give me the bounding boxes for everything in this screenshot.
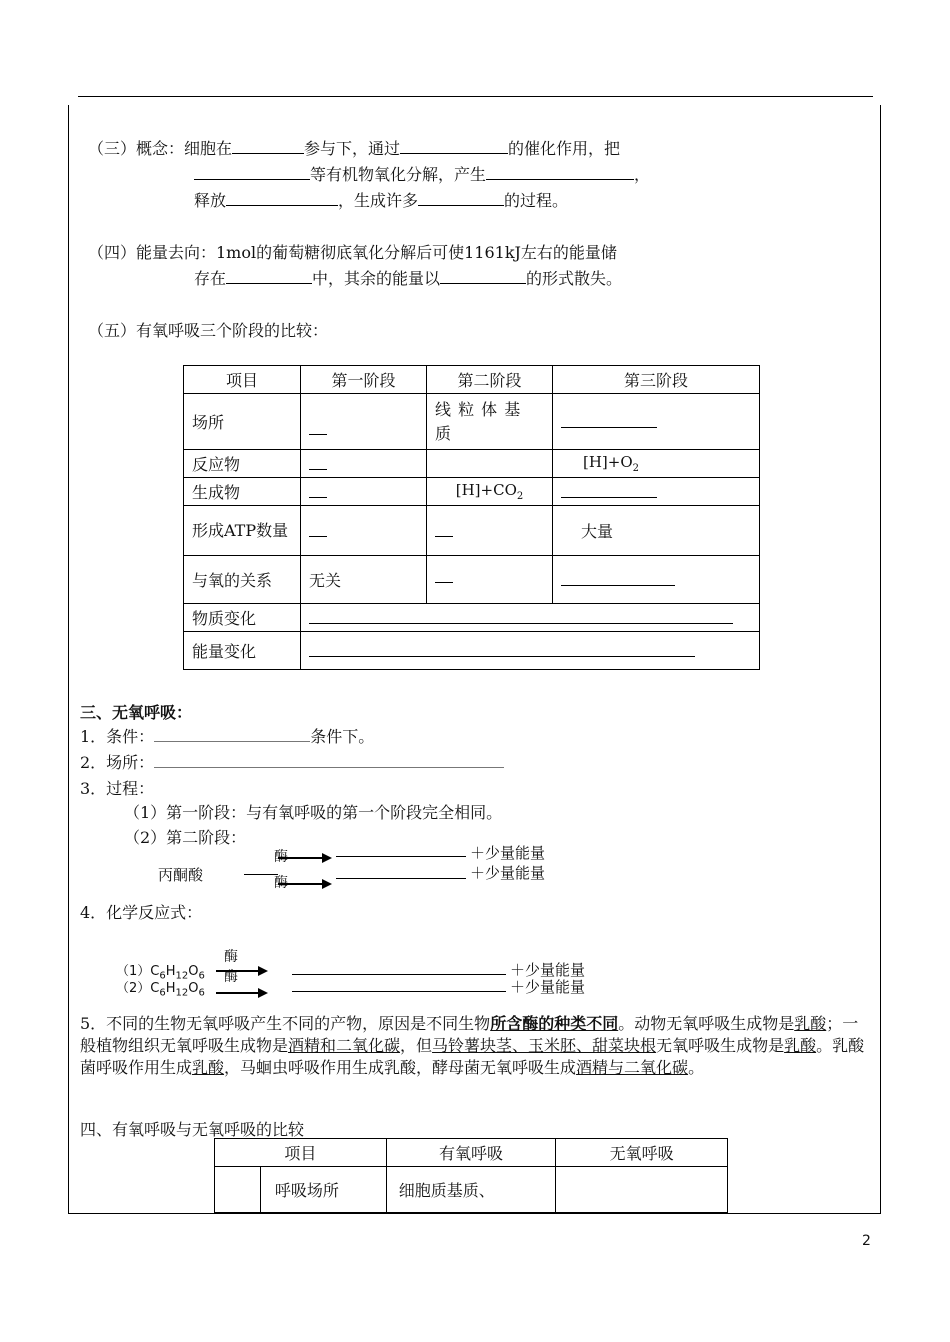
anaerobic-condition: 1．条件： 条件下。 [80, 727, 375, 746]
cell-empty [427, 450, 553, 478]
compare-title: 四、有氧呼吸与无氧呼吸的比较 [80, 1120, 305, 1139]
blank[interactable] [154, 752, 504, 768]
anaerobic-process: 3．过程： [80, 779, 155, 798]
row-label-atp: 形成ATP数量 [184, 506, 301, 556]
enzyme-label: 酶 [224, 969, 238, 985]
enzyme-label: 酶 [224, 949, 238, 965]
blank[interactable] [232, 138, 304, 154]
stage-table [183, 365, 760, 670]
small-energy-label: ＋少量能量 [510, 961, 586, 979]
blank[interactable] [336, 856, 466, 857]
formula-1: $(1)C_6H_{12}O_6$ [116, 964, 205, 982]
header-item: 项目 [184, 366, 301, 394]
branch-line [244, 874, 278, 875]
pyruvate-label: 丙酮酸 [158, 866, 204, 884]
cell-place-stage2: 线 粒 体 基 质 [427, 394, 553, 450]
anaerobic-step-2: （2）第二阶段： [124, 828, 247, 847]
header-stage-2: 第二阶段 [427, 366, 553, 394]
header-stage-3: 第三阶段 [553, 366, 760, 394]
cell-blank[interactable] [427, 556, 553, 604]
row-label-energy: 能量变化 [184, 632, 301, 670]
cell-product-stage2: $[H]+CO_2$ [427, 478, 553, 506]
row-label-place: 呼吸场所 [260, 1167, 386, 1213]
cell-aerobic-place: 细胞质基质、 [386, 1167, 556, 1213]
header-anaerobic: 无氧呼吸 [556, 1139, 728, 1167]
enzyme-label: 酶 [274, 875, 288, 891]
formula-title: 4．化学反应式： [80, 903, 203, 922]
cell-blank[interactable] [301, 478, 427, 506]
cell-blank[interactable] [553, 478, 760, 506]
concept-line-2: 等有机物氧化分解，产生 ， [194, 162, 650, 185]
cell-blank[interactable] [553, 394, 760, 450]
arrow-icon [278, 883, 330, 885]
blank[interactable] [486, 164, 634, 180]
anaerobic-place: 2．场所： [80, 750, 504, 773]
arrow-icon [278, 857, 330, 859]
cell-blank[interactable] [301, 604, 760, 632]
blank[interactable] [154, 726, 310, 742]
compare-table [214, 1138, 728, 1213]
blank[interactable] [194, 164, 310, 180]
page-number: 2 [862, 1233, 871, 1249]
energy-line-1: （四）能量去向：1mol的葡萄糖彻底氧化分解后可使1161kJ左右的能量储 [88, 243, 617, 262]
cell-blank[interactable] [301, 394, 427, 450]
row-label-product: 生成物 [184, 478, 301, 506]
stages-title: （五）有氧呼吸三个阶段的比较： [88, 321, 329, 340]
concept-line-3: 释放 ，生成许多 的过程。 [194, 191, 569, 210]
blank[interactable] [292, 974, 506, 975]
blank[interactable] [400, 138, 508, 154]
cell-blank[interactable] [301, 450, 427, 478]
blank[interactable] [292, 991, 506, 992]
header-item: 项目 [215, 1139, 387, 1167]
cell-blank[interactable] [301, 506, 427, 556]
blank[interactable] [440, 268, 526, 284]
small-energy-label: ＋少量能量 [470, 864, 546, 882]
energy-line-2: 存在 中，其余的能量以 的形式散失。 [194, 269, 623, 288]
small-energy-label: ＋少量能量 [470, 844, 546, 862]
header-stage-1: 第一阶段 [301, 366, 427, 394]
cell-blank[interactable] [553, 556, 760, 604]
anaerobic-step-1: （1）第一阶段：与有氧呼吸的第一个阶段完全相同。 [124, 803, 503, 822]
blank[interactable] [226, 268, 312, 284]
cell-blank[interactable] [427, 506, 553, 556]
enzyme-label: 酶 [274, 849, 288, 865]
arrow-icon [216, 970, 266, 972]
header-aerobic: 有氧呼吸 [386, 1139, 556, 1167]
small-energy-label: ＋少量能量 [510, 978, 586, 996]
cell-anaerobic-place[interactable] [556, 1167, 728, 1213]
blank[interactable] [418, 190, 504, 206]
blank[interactable] [226, 190, 338, 206]
formula-2: $(2)C_6H_{12}O_6$ [116, 981, 205, 999]
cell-oxygen-stage1: 无关 [301, 556, 427, 604]
cell-reactant-stage3: $[H]+O_2$ [553, 450, 760, 478]
blank[interactable] [336, 878, 466, 879]
row-label-oxygen: 与氧的关系 [184, 556, 301, 604]
row-label-place: 场所 [184, 394, 301, 450]
cell-empty [215, 1167, 261, 1213]
cell-atp-stage3: 大量 [553, 506, 760, 556]
anaerobic-title: 三、无氧呼吸： [80, 703, 193, 722]
header-rule [78, 96, 873, 97]
cell-blank[interactable] [301, 632, 760, 670]
concept-line-1: （三）概念：细胞在 参与下，通过 的催化作用，把 [88, 139, 621, 158]
products-paragraph: 5．不同的生物无氧呼吸产生不同的产物，原因是不同生物所含酶的种类不同。动物无氧呼吸生成物是乳酸；一般植物组织无氧呼吸生成物是酒精和二氧化碳，但马铃薯块茎、玉米胚、甜菜块根无氧呼吸生成物是乳酸。乳酸菌呼吸作用生成乳酸，马蛔虫呼吸作用生成乳酸，酵母菌无氧呼吸生成酒精与二氧化碳。 [80, 1014, 865, 1077]
arrow-icon [216, 992, 266, 994]
row-label-matter: 物质变化 [184, 604, 301, 632]
row-label-reactant: 反应物 [184, 450, 301, 478]
